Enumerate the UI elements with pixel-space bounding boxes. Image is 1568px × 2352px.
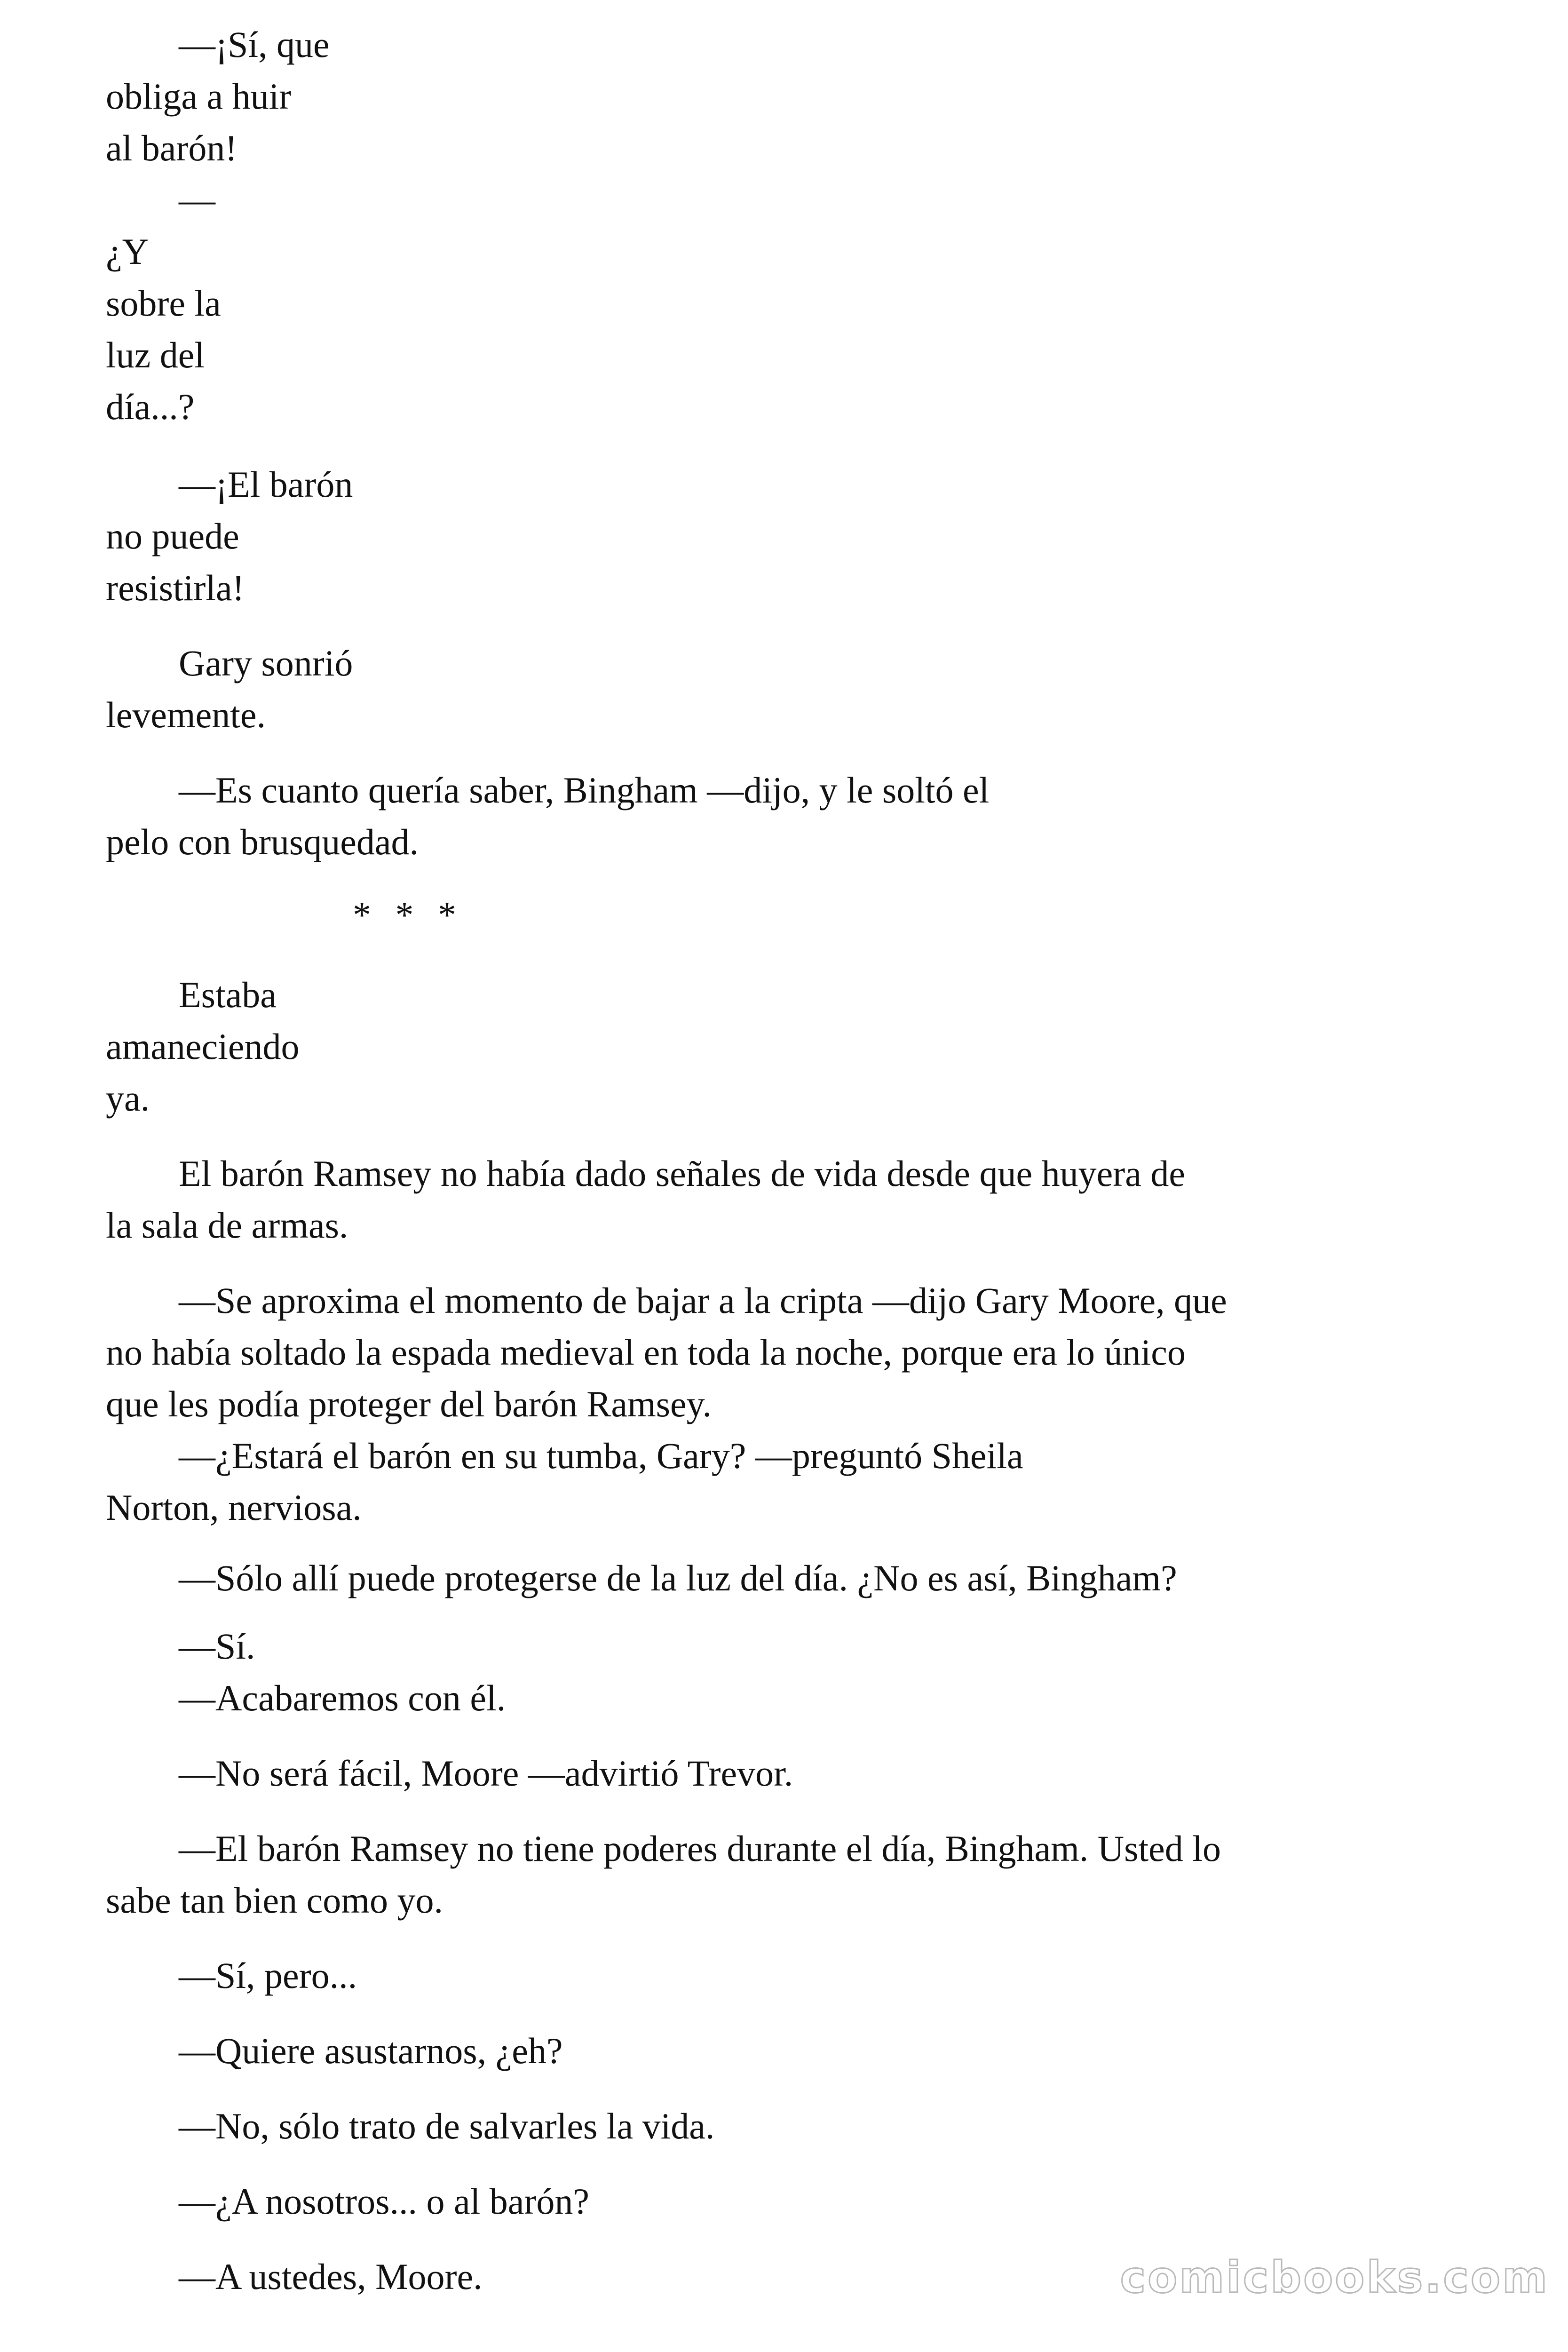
text-line: —¿A nosotros... o al barón?	[179, 2181, 590, 2222]
paragraph	[106, 174, 426, 433]
text-line: El barón Ramsey no había dado señales de vida desde que huyera de	[179, 1153, 1185, 1194]
paragraph	[106, 2176, 1465, 2227]
text-line: —Acabaremos con él.	[179, 1677, 506, 1718]
paragraph	[106, 1621, 1465, 1672]
paragraph	[106, 2100, 1465, 2152]
text-line: —El barón Ramsey no tiene poderes durante el día, Bingham. Usted lo	[179, 1828, 1221, 1869]
text-line: —No, sólo trato de salvarles la vida.	[179, 2106, 715, 2146]
paragraph	[106, 19, 362, 174]
text-line: Estaba	[179, 974, 277, 1015]
section-separator: * * *	[353, 894, 464, 935]
paragraph	[106, 969, 426, 1124]
text-line: día...?	[106, 386, 195, 427]
text-line: —Sólo allí puede protegerse de la luz del día. ¿No es así, Bingham?	[179, 1557, 1177, 1598]
paragraph	[106, 1748, 1465, 1799]
paragraph	[106, 1275, 1465, 1430]
text-line: —¡Sí, que	[179, 24, 330, 65]
paragraph	[106, 1430, 1465, 1534]
text-line: obliga a huir	[106, 76, 292, 117]
paragraph	[106, 1950, 1465, 2002]
text-line: —A ustedes, Moore.	[179, 2256, 483, 2297]
text-line: —Sí, pero...	[179, 1955, 357, 1996]
text-line: Gary sonrió	[179, 643, 353, 683]
paragraph	[106, 1552, 1465, 1604]
text-line: —Sí.	[179, 1626, 255, 1667]
paragraph	[106, 637, 426, 741]
text-line: ¿Y	[106, 231, 149, 272]
text-line: —Se aproxima el momento de bajar a la cripta —dijo Gary Moore, que	[179, 1280, 1227, 1321]
text-line: pelo con brusquedad.	[106, 821, 419, 862]
text-line: —No será fácil, Moore —advirtió Trevor.	[179, 1753, 793, 1794]
text-line: —¡El barón	[179, 464, 353, 505]
paragraph	[106, 459, 426, 614]
text-line: luz del	[106, 334, 205, 375]
text-line: sabe tan bien como yo.	[106, 1880, 443, 1921]
text-line: no había soltado la espada medieval en toda la noche, porque era lo único	[106, 1332, 1186, 1373]
text-line: —Es cuanto quería saber, Bingham —dijo, y le soltó el	[179, 770, 990, 810]
text-line: resistirla!	[106, 567, 245, 608]
text-line: ya.	[106, 1078, 150, 1119]
paragraph	[106, 764, 1206, 868]
text-line: —Quiere asustarnos, ¿eh?	[179, 2030, 563, 2071]
watermark: comicbooks.com	[1120, 2252, 1549, 2303]
paragraph	[106, 1672, 1465, 1724]
text-line: levemente.	[106, 694, 266, 735]
paragraph	[106, 1823, 1465, 1926]
paragraph	[106, 2025, 1465, 2077]
text-line: sobre la	[106, 283, 221, 324]
text-line: —¿Estará el barón en su tumba, Gary? —preguntó Sheila	[179, 1435, 1023, 1476]
paragraph	[106, 1148, 1465, 1251]
text-line: Norton, nerviosa.	[106, 1487, 362, 1528]
text-line: la sala de armas.	[106, 1205, 348, 1246]
text-line: —	[179, 179, 215, 220]
text-line: amaneciendo	[106, 1026, 300, 1067]
text-line: al barón!	[106, 127, 238, 168]
text-line: no puede	[106, 516, 239, 556]
text-line: que les podía proteger del barón Ramsey.	[106, 1383, 712, 1424]
